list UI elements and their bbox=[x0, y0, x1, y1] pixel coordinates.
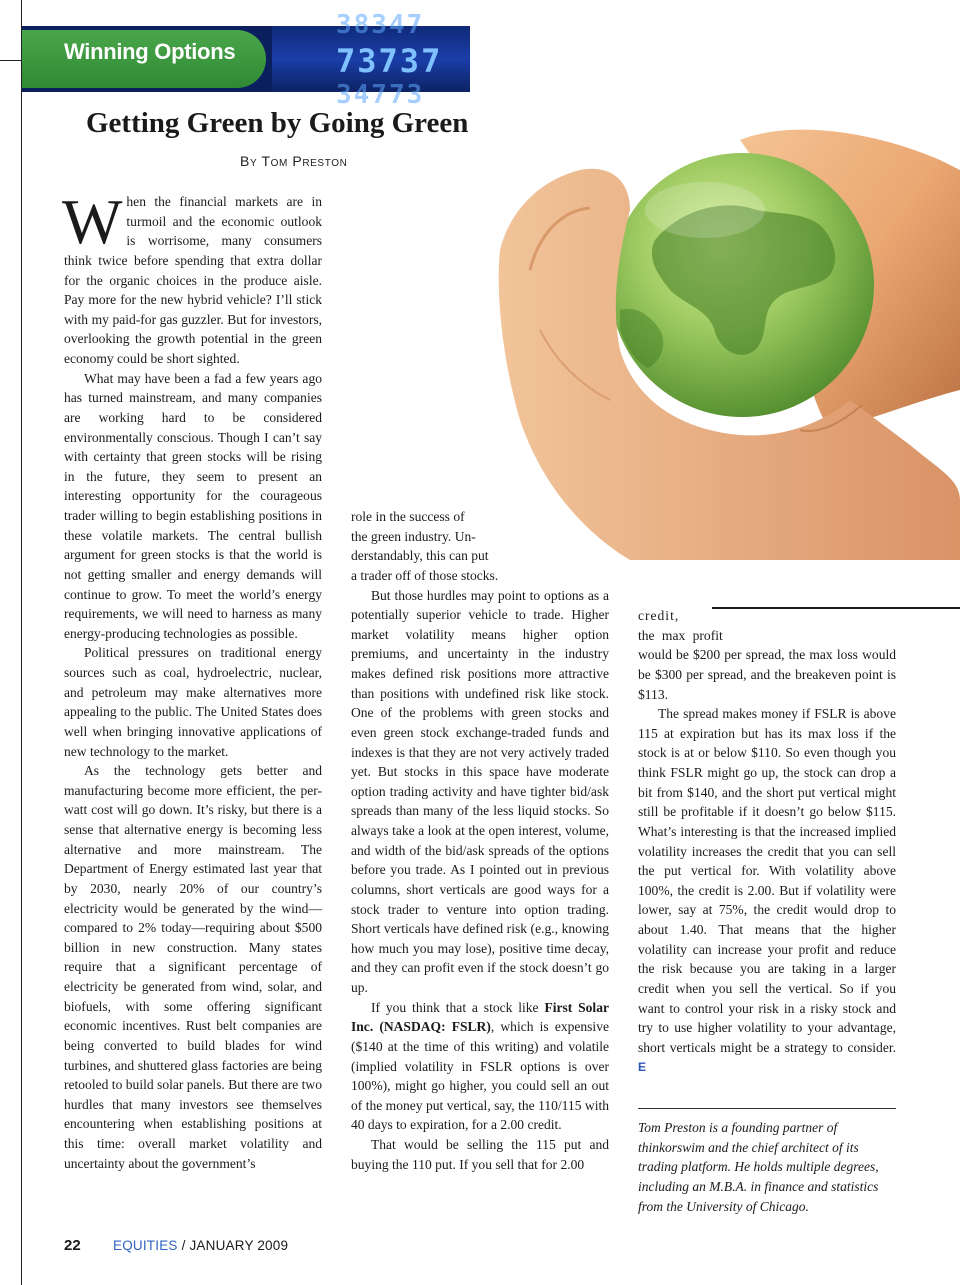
article-title: Getting Green by Going Green bbox=[86, 107, 469, 139]
text-column-1 bbox=[62, 186, 322, 1173]
hands-holding-globe-icon bbox=[470, 100, 960, 560]
text-line: the max profit bbox=[638, 627, 723, 643]
paragraph: But those hurdles may point to options as a potentially superior vehicle to trade. Higher market volatility means higher option premiums, and uncertainty in the industry makes defined risk positions more attractive than positions with undefined risk like stock. One of the problems with green stocks and even green stock exchange-traded funds and indexes is that they are not very actively traded yet. But stocks in this space have moderate option trading activity and have tighter bid/ask spreads than many of the less liquid stocks. So always take a look at the open interest, volume, and width of the bid/ask spreads of the options before you trade. As I pointed out in previous columns, short verticals are good ways for a stock trader to venture into option trading. Short verticals have defined risk (e.g., knowing how much you may lose), positive time decay, and they can profit even if the stock doesn’t go up. bbox=[351, 587, 609, 995]
paragraph-text: , which is expensive ($140 at the time of this writing) and volatile (implied volatility in FSLR options is over 100%), might go higher, you could sell an out of the money put vertical, say, the 110/115 with 40 days to expiration, for a 2.00 credit. bbox=[351, 1019, 609, 1133]
author-bio: Tom Preston is a founding partner of thinkorswim and the chief architect of its trading platform. He holds multiple degrees, including an M.B.A. in finance and statistics from the University of Chicago. bbox=[638, 1120, 879, 1214]
text-line: a trader off of those stocks. bbox=[351, 567, 499, 583]
paragraph: would be $200 per spread, the max loss would be $300 per spread, and the breakeven point is $113. bbox=[638, 647, 896, 702]
paragraph bbox=[351, 998, 609, 1135]
paragraph: That would be selling the 115 put and buying the 110 put. If you sell that for 2.00 bbox=[351, 1137, 609, 1172]
banner-ticker-digits bbox=[272, 10, 470, 110]
company-name: First Solar Inc. (NASDAQ: FSLR) bbox=[351, 999, 609, 1035]
text-column-2 bbox=[351, 507, 609, 1174]
drop-cap: W bbox=[62, 186, 123, 257]
byline: By Tom Preston bbox=[240, 153, 348, 169]
paragraph-text: hen the financial markets are in turmoil and the economic outlook is worrisome, many consumers think twice before spending that extra dollar for the organic choices in the produce aisle. Pay more for the new hybrid vehicle? I’ll stick with my paid-for gas guzzler. But for investors, overlooking the growth potential in the green economy could be short sighted. bbox=[64, 194, 322, 366]
paragraph: What may have been a fad a few years ago has turned mainstream, and many companies are working hard to be considered environmentally conscious. Though I can’t say with certainty that green stocks will be rising in the future, they seem to present an interesting opportunity for the courageous trader willing to begin establishing positions in these volatile markets. The central bullish argument for green stocks is that the world is not getting smaller and energy demands will continue to grow. To meet the world’s energy requirements, we will need to harness as many energy-producing technologies as possible. bbox=[64, 370, 322, 641]
publication-name: EQUITIES bbox=[113, 1238, 178, 1253]
bio-divider bbox=[638, 1108, 896, 1109]
paragraph-text: If you think that a stock like bbox=[371, 999, 545, 1015]
paragraph: Political pressures on traditional energy sources such as coal, hydroelectric, nuclear, and petroleum may make alternatives more appealing to the public. The United States does well when bringing innovative applications of new technology to the market. bbox=[64, 645, 322, 759]
section-label: Winning Options bbox=[64, 39, 236, 64]
page-number: 22 bbox=[64, 1237, 81, 1254]
paragraph bbox=[638, 704, 896, 1078]
paragraph: As the technology gets better and manufacturing become more efficient, the per-watt cost will go down. It’s risky, but there is a sense that alternative energy is becoming less alternative and more mainstream. The Department of Energy estimated last year that by 2030, nearly 20% of our country’s electricity would be generated by the wind—compared to 2% today—requiring about $500 billion in new construction. Many states require that a significant percentage of electricity be generated from wind, solar, and biofuels, with some offering significant economic incentives. Rust belt companies are being converted to build blades for wind turbines, and shuttered glass factories are being retooled to build solar panels. But there are two hurdles that many investors see themselves encountering when establishing positions at this time: overall market volatility and uncertainty about the government’s bbox=[64, 763, 322, 1171]
text-line: role in the success of bbox=[351, 509, 465, 524]
publication-line bbox=[113, 1238, 288, 1253]
text-column-3 bbox=[638, 606, 896, 1078]
ticker-digits-row: 34773 bbox=[336, 80, 425, 110]
ticker-digits-row: 73737 bbox=[336, 42, 443, 80]
end-mark: E bbox=[638, 1060, 647, 1075]
section-banner bbox=[22, 10, 470, 110]
paragraph-text: The spread makes money if FSLR is above 115 at expiration but has its max loss if the stock is at or below $110. So even though you think FSLR might go up, the stock can drop a bit from $140, and the short put vertical might still be profitable if it doesn’t go below $115. What’s interesting is that the increased implied volatility increases the credit that you can sell the put vertical for. With volatility above 100%, the credit is 2.00. But if volatility were lower, say at 75%, the credit would drop to about 1.40. That means that the higher volatility can increase your profit and reduce the risk because you are taking in a larger credit when you sell the vertical. So if you want to control your risk in a risky stock and try to use higher volatility to your advantage, short verticals might be a strategy to consider. bbox=[638, 706, 896, 1055]
crop-mark-vertical bbox=[21, 0, 22, 1285]
text-line: credit, bbox=[638, 608, 680, 623]
text-line: derstandably, this can put bbox=[351, 548, 489, 564]
paragraph bbox=[62, 186, 322, 369]
text-line: the green industry. Un- bbox=[351, 528, 476, 544]
ticker-digits-row: 38347 bbox=[336, 10, 425, 40]
issue-date: / JANUARY 2009 bbox=[177, 1238, 289, 1253]
